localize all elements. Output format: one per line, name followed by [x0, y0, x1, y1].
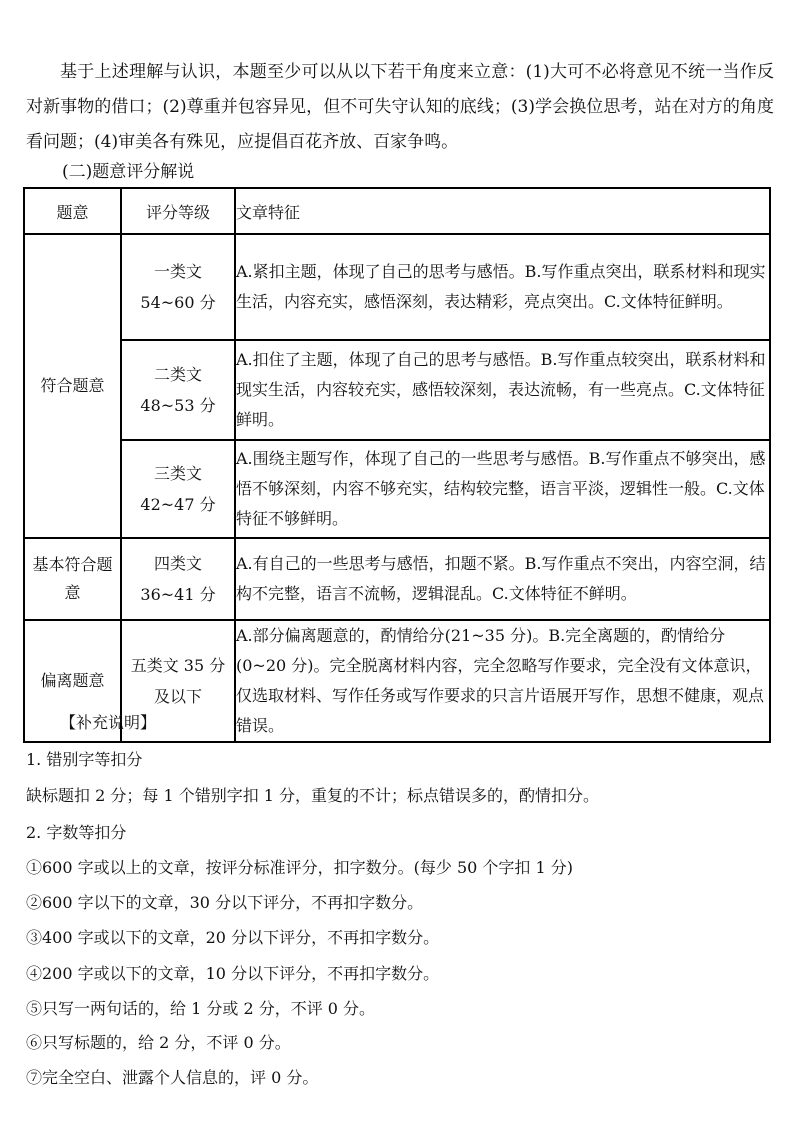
count-rule-6: ⑥只写标题的，给 2 分，不评 0 分。 — [26, 1033, 291, 1052]
table-row — [24, 234, 770, 340]
table-row — [24, 340, 770, 440]
grade-score: 42~47 分 — [140, 495, 216, 514]
typo-heading: 1. 错别字等扣分 — [26, 750, 143, 769]
count-heading: 2. 字数等扣分 — [26, 823, 127, 842]
grade-cell — [121, 538, 235, 620]
grade-name: 二类文 — [153, 365, 202, 384]
table-header-row — [24, 188, 770, 234]
scoring-table — [23, 187, 771, 743]
features-cell: A.紧扣主题，体现了自己的思考与感悟。B.写作重点突出，联系材料和现实生活，内容充实，感悟深刻，表达精彩，亮点突出。C.文体特征鲜明。 — [235, 234, 770, 340]
features-cell: A.部分偏离题意的，酌情给分(21~35 分)。B.完全离题的，酌情给分(0~20 分)。完全脱离材料内容，完全忽略写作要求，完全没有文体意识，仅选取材料、写作任务或写作要求的只言片语展开写作，思想不健康，观点错误。 — [235, 620, 770, 742]
grade-cell — [121, 440, 235, 538]
grade-name: 四类文 — [153, 554, 202, 573]
count-rule-3: ③400 字或以下的文章，20 分以下评分，不再扣字数分。 — [26, 928, 440, 947]
count-rule-2: ②600 字以下的文章，30 分以下评分，不再扣字数分。 — [26, 893, 424, 912]
grade-cell — [121, 340, 235, 440]
grade-score: 48~53 分 — [140, 396, 216, 415]
topic-cell-match: 符合题意 — [24, 234, 121, 538]
intro-paragraph: 基于上述理解与认识，本题至少可以从以下若干角度来立意：(1)大可不必将意见不统一当作反对新事物的借口；(2)尊重并包容异见，但不可失守认知的底线；(3)学会换位思考，站在对方的角度看问题；(4)审美各有殊见，应提倡百花齐放、百家争鸣。 — [26, 62, 774, 152]
grade-name: 五类文 35 分 — [130, 656, 226, 675]
topic-cell-basic-match: 基本符合题意 — [24, 538, 121, 620]
count-rule-4: ④200 字或以下的文章，10 分以下评分，不再扣字数分。 — [26, 964, 440, 983]
grade-name: 三类文 — [153, 464, 202, 483]
table-row — [24, 538, 770, 620]
supplement-title: 【补充说明】 — [60, 713, 157, 732]
grade-cell — [121, 234, 235, 340]
grade-score: 54~60 分 — [140, 293, 216, 312]
section-title: (二)题意评分解说 — [62, 162, 195, 182]
topic-cell-off-topic: 偏离题意 — [24, 620, 121, 742]
features-cell: A.扣住了主题，体现了自己的思考与感悟。B.写作重点较突出，联系材料和现实生活，内容较充实，感悟较深刻，表达流畅，有一些亮点。C.文体特征鲜明。 — [235, 340, 770, 440]
header-features: 文章特征 — [235, 188, 770, 234]
features-cell: A.有自己的一些思考与感悟，扣题不紧。B.写作重点不突出，内容空洞，结构不完整，语言不流畅，逻辑混乱。C.文体特征不鲜明。 — [235, 538, 770, 620]
typo-rule: 缺标题扣 2 分；每 1 个错别字扣 1 分，重复的不计；标点错误多的，酌情扣分。 — [26, 786, 600, 805]
grade-score: 36~41 分 — [140, 585, 216, 604]
count-rule-5: ⑤只写一两句话的，给 1 分或 2 分，不评 0 分。 — [26, 999, 376, 1018]
grade-name: 一类文 — [153, 262, 202, 281]
header-topic: 题意 — [24, 188, 121, 234]
header-grade: 评分等级 — [121, 188, 235, 234]
count-rule-7: ⑦完全空白、泄露个人信息的，评 0 分。 — [26, 1068, 319, 1087]
grade-score: 及以下 — [153, 687, 202, 706]
features-cell: A.围绕主题写作，体现了自己的一些思考与感悟。B.写作重点不够突出，感悟不够深刻，内容不够充实，结构较完整，语言平淡，逻辑性一般。C.文体特征不够鲜明。 — [235, 440, 770, 538]
table-row — [24, 440, 770, 538]
count-rule-1: ①600 字或以上的文章，按评分标准评分，扣字数分。(每少 50 个字扣 1 分) — [26, 858, 573, 877]
